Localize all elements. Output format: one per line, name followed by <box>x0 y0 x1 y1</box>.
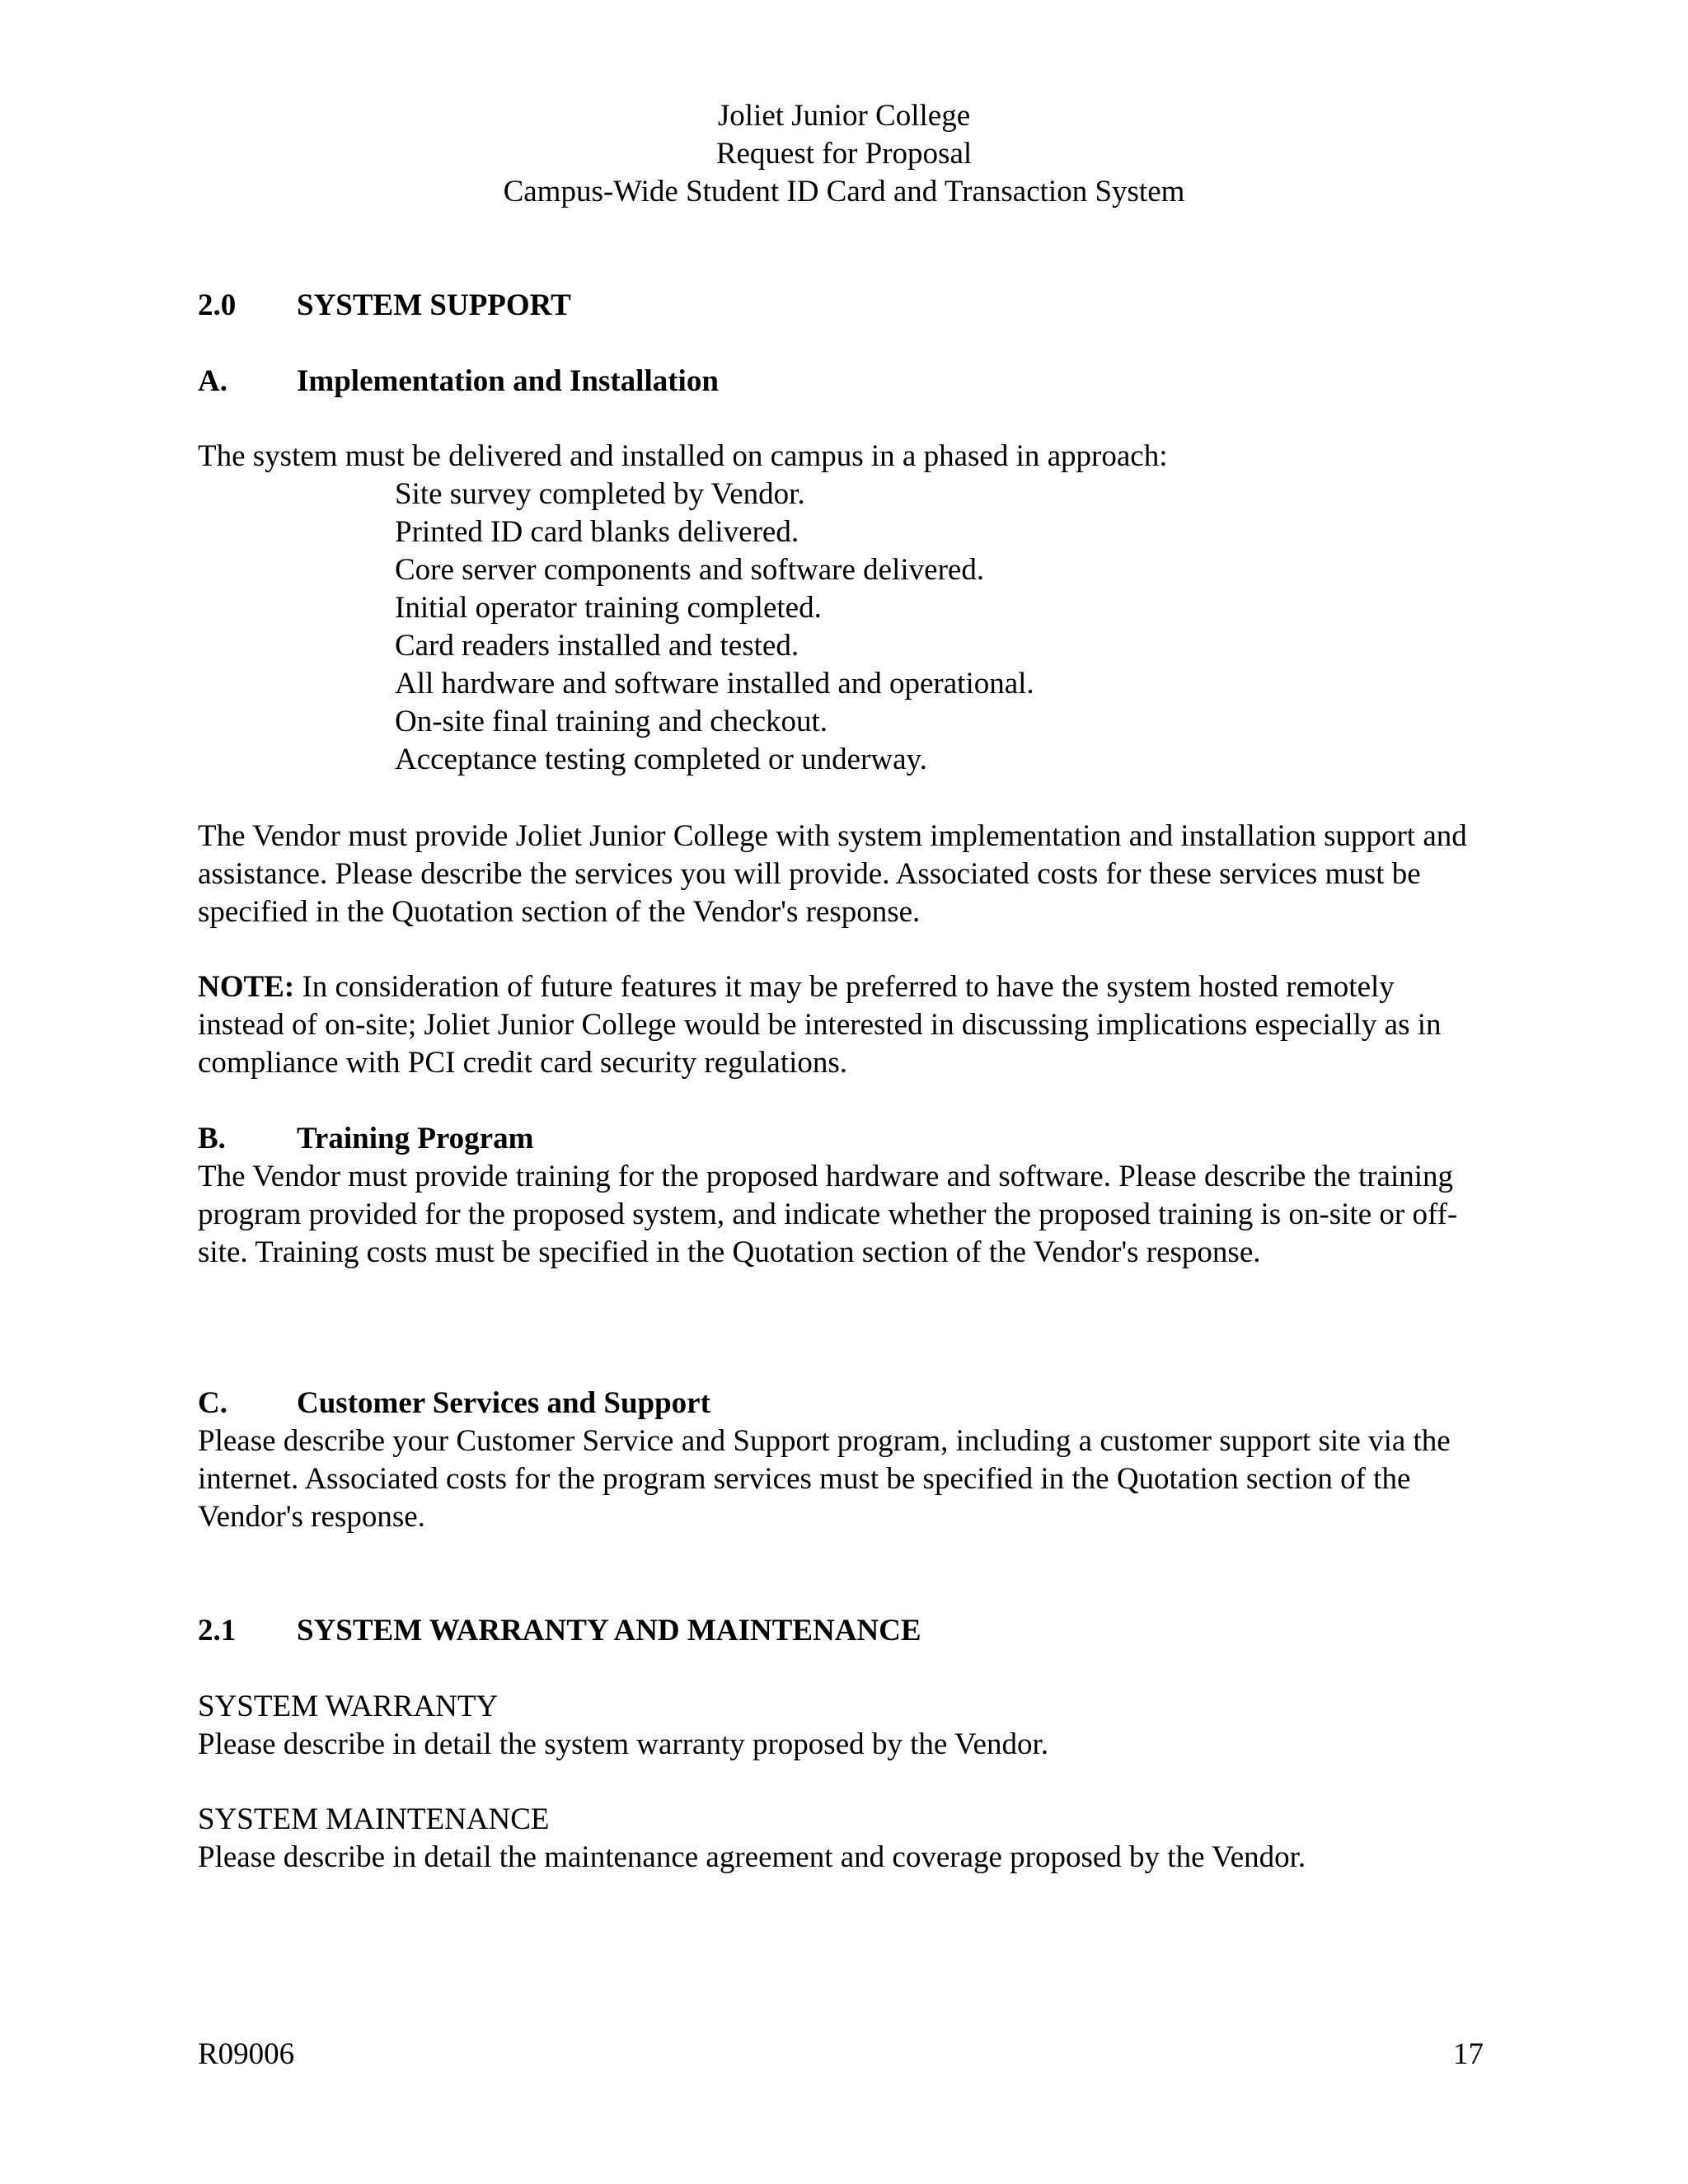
warranty-label: SYSTEM WARRANTY <box>198 1690 499 1723</box>
list-item: Card readers installed and tested. <box>395 629 799 663</box>
maintenance-text: Please describe in detail the maintenance agreement and coverage proposed by the Vendor. <box>198 1840 1306 1874</box>
note-label: NOTE: <box>198 970 295 1004</box>
maintenance-label: SYSTEM MAINTENANCE <box>198 1802 550 1836</box>
list-item: Acceptance testing completed or underway. <box>395 743 927 776</box>
subsection-title: Customer Services and Support <box>297 1386 710 1420</box>
list-item: All hardware and software installed and operational. <box>395 667 1034 701</box>
document-header <box>0 97 1688 211</box>
subsection-title: Implementation and Installation <box>297 364 719 398</box>
section-number: 2.0 <box>198 288 237 322</box>
list-item: Core server components and software delivered. <box>395 553 985 587</box>
section-2-0-heading <box>198 287 1484 325</box>
section-title: SYSTEM WARRANTY AND MAINTENANCE <box>297 1614 921 1647</box>
implementation-intro: The system must be delivered and installed on campus in a phased in approach: <box>198 439 1168 473</box>
subsection-title: Training Program <box>297 1122 534 1155</box>
subsection-letter: A. <box>198 364 227 398</box>
section-2-1-heading <box>198 1612 1484 1650</box>
subsection-b-heading <box>198 1120 1484 1158</box>
subsection-a-heading <box>198 363 1484 401</box>
footer-page-number: 17 <box>1453 2037 1484 2071</box>
subsection-c-heading <box>198 1385 1484 1422</box>
header-document-type: Request for Proposal <box>715 137 973 171</box>
list-item: On-site final training and checkout. <box>395 705 828 738</box>
list-item: Initial operator training completed. <box>395 591 822 625</box>
training-program-paragraph: The Vendor must provide training for the proposed hardware and software. Please describe the training program provided for the proposed system, and indicate whether the proposed training is on-site or off-site. Training costs must be specified in the Quotation section of the Vendor's response. <box>198 1160 1458 1269</box>
header-project-title: Campus-Wide Student ID Card and Transaction System <box>503 175 1185 209</box>
list-item: Site survey completed by Vendor. <box>395 477 805 511</box>
warranty-text: Please describe in detail the system warranty proposed by the Vendor. <box>198 1727 1048 1761</box>
section-number: 2.1 <box>198 1614 237 1647</box>
section-title: SYSTEM SUPPORT <box>297 288 571 322</box>
customer-support-paragraph: Please describe your Customer Service and Support program, including a customer support site via the internet. Associated costs for the program services must be specified in the Quotation section of the Vendor's response. <box>198 1424 1451 1534</box>
note-text: In consideration of future features it may be preferred to have the system hosted remotely instead of on-site; Joliet Junior College would be interested in discussing implications especially as in compliance with PCI credit card security regulations. <box>198 970 1442 1080</box>
phase-list <box>395 476 1034 779</box>
subsection-letter: C. <box>198 1386 227 1420</box>
list-item: Printed ID card blanks delivered. <box>395 515 799 549</box>
note-paragraph <box>198 968 1484 1082</box>
vendor-support-paragraph: The Vendor must provide Joliet Junior College with system implementation and installation support and assistance. Please describe the services you will provide. Associated costs for these services must be specified in the Quotation section of the Vendor's response. <box>198 819 1467 929</box>
footer-document-id: R09006 <box>198 2037 295 2071</box>
header-college-name: Joliet Junior College <box>717 99 971 133</box>
subsection-letter: B. <box>198 1122 226 1155</box>
